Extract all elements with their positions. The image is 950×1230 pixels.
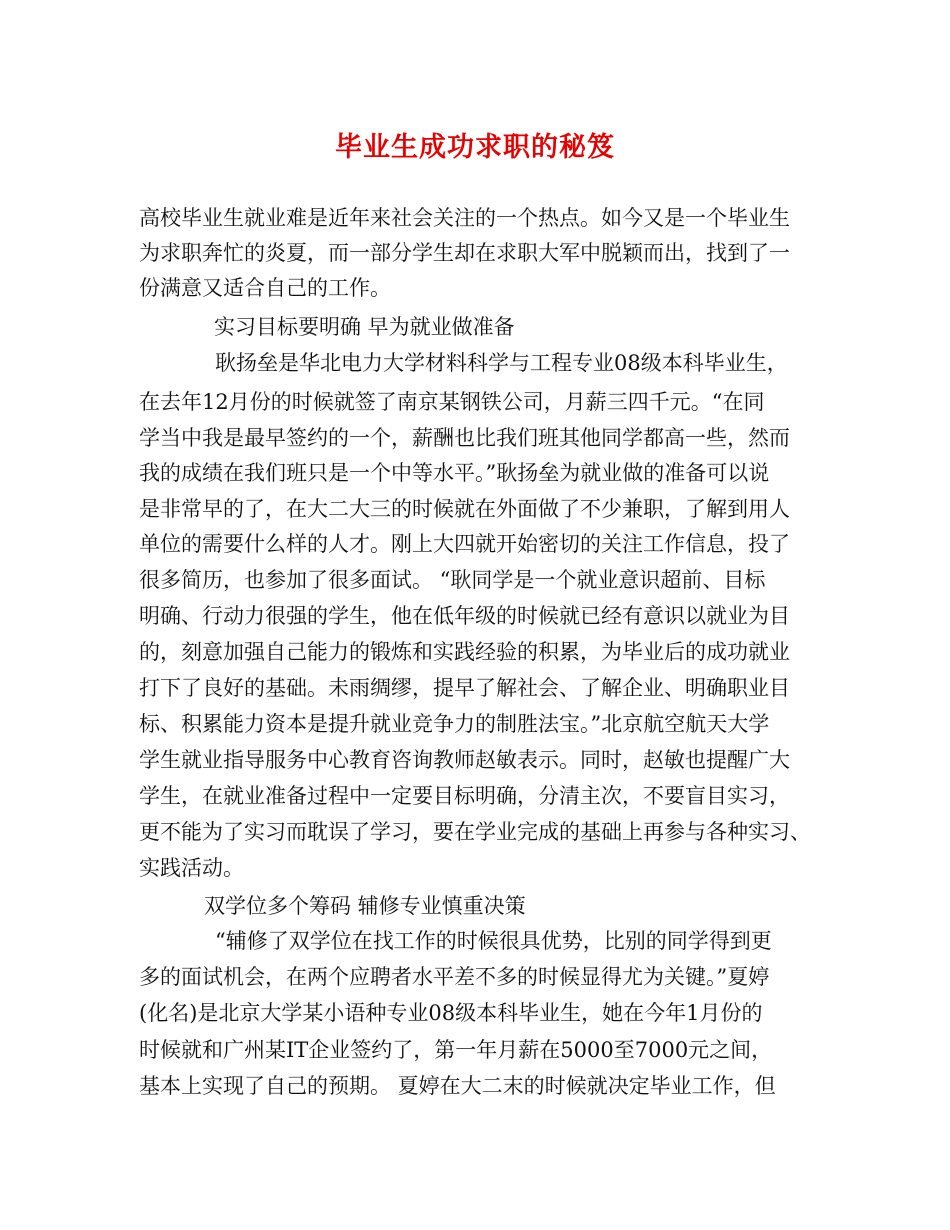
paragraph-line: 耿扬垒是华北电力大学材料科学与工程专业08级本科毕业生， — [215, 351, 788, 375]
paragraph-line: 标、积累能力资本是提升就业竞争力的制胜法宝。”北京航空航天大学 — [139, 712, 770, 736]
paragraph-line: 为求职奔忙的炎夏，而一部分学生却在求职大军中脱颖而出，找到了一 — [139, 241, 790, 265]
paragraph-line: 我的成绩在我们班只是一个中等水平。”耿扬垒为就业做的准备可以说 — [139, 461, 770, 485]
paragraph-line: 单位的需要什么样的人才。刚上大四就开始密切的关注工作信息，投了 — [139, 532, 790, 556]
page-title: 毕业生成功求职的秘笈 — [335, 132, 615, 163]
paragraph-line: 明确、行动力很强的学生，他在低年级的时候就已经有意识以就业为目 — [139, 604, 790, 628]
paragraph-line: (化名)是北京大学某小语种专业08级本科毕业生，她在今年1月份的 — [139, 1001, 763, 1025]
paragraph-line: 更不能为了实习而耽误了学习，要在学业完成的基础上再参与各种实习、 — [139, 820, 811, 844]
paragraph-line: 多的面试机会，在两个应聘者水平差不多的时候显得尤为关键。”夏婷 — [139, 965, 770, 989]
paragraph-line: 打下了良好的基础。未雨绸缪，提早了解社会、了解企业、明确职业目 — [139, 676, 790, 700]
paragraph-line: 的，刻意加强自己能力的锻炼和实践经验的积累，为毕业后的成功就业 — [139, 640, 790, 664]
paragraph-line: 高校毕业生就业难是近年来社会关注的一个热点。如今又是一个毕业生 — [139, 206, 790, 230]
paragraph-line: 很多简历，也参加了很多面试。 “耿同学是一个就业意识超前、目标 — [139, 568, 766, 592]
paragraph-line: 份满意又适合自己的工作。 — [139, 276, 391, 300]
paragraph-line: 实践活动。 — [139, 856, 244, 880]
paragraph-line: 学当中我是最早签约的一个，薪酬也比我们班其他同学都高一些，然而 — [139, 426, 790, 450]
section-heading: 双学位多个筹码 辅修专业慎重决策 — [204, 894, 526, 918]
paragraph-line: 学生，在就业准备过程中一定要目标明确，分清主次，不要盲目实习， — [139, 784, 790, 808]
paragraph-line: 是非常早的了，在大二大三的时候就在外面做了不少兼职，了解到用人 — [139, 497, 790, 521]
paragraph-line: “辅修了双学位在找工作的时候很具优势，比别的同学得到更 — [215, 929, 772, 953]
paragraph-line: 基本上实现了自己的预期。 夏婷在大二末的时候就决定毕业工作，但 — [139, 1074, 776, 1098]
paragraph-line: 学生就业指导服务中心教育咨询教师赵敏表示。同时，赵敏也提醒广大 — [139, 748, 790, 772]
paragraph-line: 在去年12月份的时候就签了南京某钢铁公司，月薪三四千元。“在同 — [139, 390, 765, 414]
paragraph-line: 时候就和广州某IT企业签约了，第一年月薪在5000至7000元之间， — [139, 1038, 773, 1062]
section-heading: 实习目标要明确 早为就业做准备 — [214, 315, 515, 339]
